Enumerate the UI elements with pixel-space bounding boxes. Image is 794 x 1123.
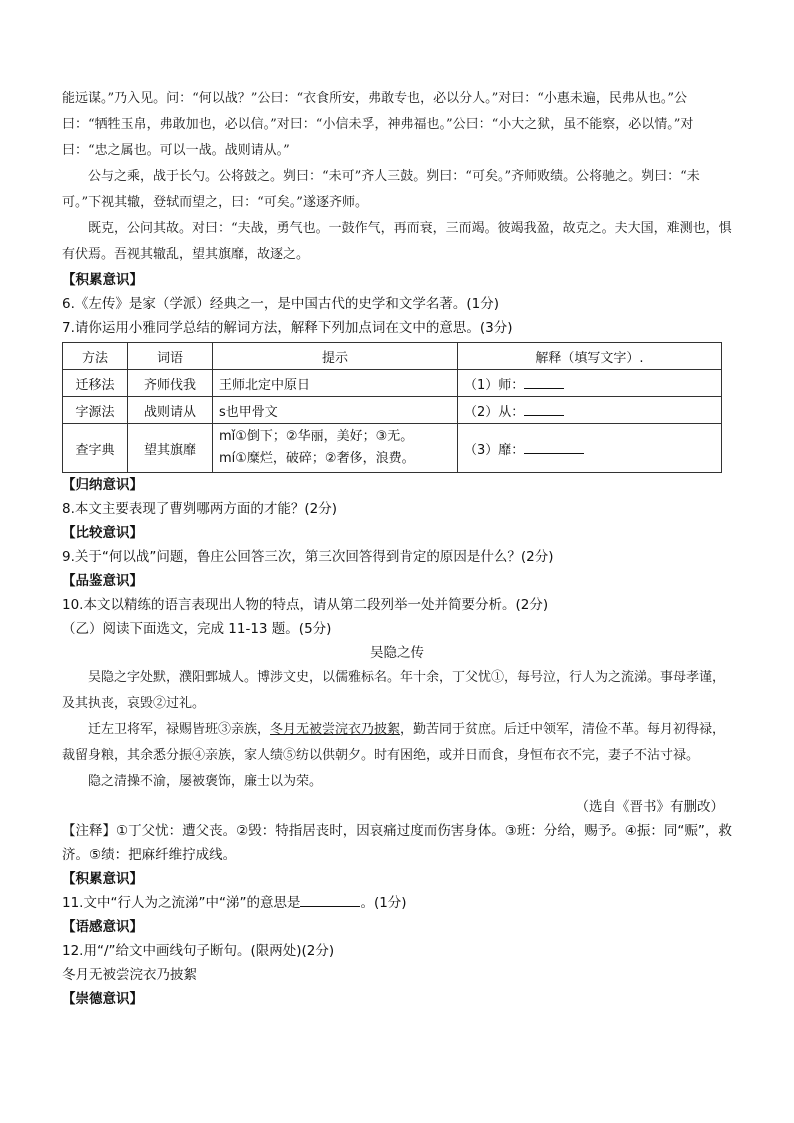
table-row	[63, 397, 722, 424]
table-header-cell: 方法	[63, 343, 128, 370]
section-pinjian: 【品鉴意识】	[62, 573, 143, 589]
table-cell-word: 战则请从	[128, 397, 213, 424]
passage-b-notes: 【注释】①丁父忧：遭父丧。②毁：特指居丧时，因哀痛过度而伤害身体。③班：分给，赐予。④振：同“赈”，救济。⑤绩：把麻纤维拧成线。	[62, 823, 732, 863]
section-jilei-2: 【积累意识】	[62, 871, 143, 887]
passage-b-text: 迁左卫将军，禄赐皆班③亲族，	[88, 722, 271, 737]
table-cell-hint: s也甲骨文	[213, 397, 458, 424]
passage-b-paragraph-2	[62, 717, 732, 769]
table-header-cell: 解释（填写文字）.	[458, 343, 722, 370]
part-b-heading: （乙）阅读下面选文，完成 11-13 题。(5分)	[62, 621, 332, 637]
underlined-sentence: 冬月无被尝浣衣乃披絮	[270, 722, 401, 737]
passage-a-paragraph-2: 公与之乘，战于长勺。公将鼓之。刿曰：“未可”齐人三鼓。刿曰：“可矣。”齐师败绩。公将驰之。刿曰：“未可。”下视其辙，登轼而望之，曰：“可矣。”遂逐齐师。	[62, 169, 700, 210]
table-cell-method: 查字典	[63, 424, 128, 473]
section-jilei: 【积累意识】	[62, 272, 143, 288]
question-11	[62, 891, 732, 915]
table-row	[63, 424, 722, 473]
document-page	[62, 86, 732, 1011]
passage-b-paragraph-1: 吴隐之字处默，濮阳鄄城人。博涉文史，以儒雅标名。年十余，丁父忧①，每号泣，行人为之流涕。事母孝谨，及其执丧，哀毁②过礼。	[62, 670, 726, 711]
table-header-cell: 提示	[213, 343, 458, 370]
table-row	[63, 370, 722, 397]
question-9: 9.关于“何以战”问题，鲁庄公回答三次，第三次回答得到肯定的原因是什么？(2分)	[62, 549, 554, 565]
question-12: 12.用“/”给文中画线句子断句。(限两处)(2分)	[62, 943, 335, 959]
table-cell-answer	[458, 424, 722, 473]
answer-label: （2）从：	[464, 404, 525, 420]
question-8: 8.本文主要表现了曹刿哪两方面的才能？(2分)	[62, 501, 338, 517]
table-cell-answer	[458, 397, 722, 424]
table-header-cell: 词语	[128, 343, 213, 370]
hint-line-1: mǐ①倒下；②华丽，美好；③无。	[219, 429, 414, 444]
passage-b-paragraph-3: 隐之清操不渝，屡被褒饰，廉士以为荣。	[88, 774, 323, 789]
question-7: 7.请你运用小雅同学总结的解词方法，解释下列加点词在文中的意思。(3分)	[62, 320, 513, 336]
question-11-text: 11.文中“行人为之流涕”中“涕”的意思是	[62, 895, 301, 911]
answer-blank[interactable]	[524, 374, 564, 389]
passage-b-source: （选自《晋书》有删改）	[575, 799, 724, 815]
method-table	[62, 342, 722, 473]
passage-a-paragraph-1: 能远谋。”乃入见。问：“何以战？”公曰：“衣食所安，弗敢专也，必以分人。”对曰：“小惠未遍，民弗从也。”公曰：“牺牲玉帛，弗敢加也，必以信。”对曰：“小信未孚，神弗福也。”公曰：“小大之狱，虽不能察，必以情。”对曰：“忠之属也。可以一战。战则请从。”	[62, 91, 694, 158]
table-cell-word: 齐师伐我	[128, 370, 213, 397]
section-chongde: 【崇德意识】	[62, 991, 143, 1007]
passage-b-text: ，勤苦同于贫庶。后迁中领军，清俭不革。每月初得禄，裁留身粮，其余悉分振④亲族，家人绩⑤纺以供朝夕。时有困绝，或并日而食，身恒布衣不完，妻子不沾寸禄。	[62, 722, 726, 763]
answer-blank[interactable]	[300, 892, 360, 907]
answer-label: （1）师：	[464, 377, 525, 393]
table-cell-method: 迁移法	[63, 370, 128, 397]
question-6: 6.《左传》是家（学派）经典之一，是中国古代的史学和文学名著。(1分)	[62, 296, 500, 312]
answer-blank[interactable]	[524, 401, 564, 416]
table-cell-method: 字源法	[63, 397, 128, 424]
question-12-sentence: 冬月无被尝浣衣乃披絮	[62, 967, 197, 983]
section-bijiao: 【比较意识】	[62, 525, 143, 541]
hint-line-2: mí①糜烂，破碎；②奢侈，浪费。	[219, 451, 415, 466]
section-guina: 【归纳意识】	[62, 477, 143, 493]
question-11-score: 。(1分)	[360, 895, 407, 911]
passage-a-paragraph-3: 既克，公问其故。对曰：“夫战，勇气也。一鼓作气，再而衰，三而竭。彼竭我盈，故克之。夫大国，难测也，惧有伏焉。吾视其辙乱，望其旗靡，故逐之。	[62, 221, 732, 262]
passage-b-title: 吴隐之传	[370, 645, 424, 661]
table-header-row	[63, 343, 722, 370]
question-10: 10.本文以精练的语言表现出人物的特点，请从第二段列举一处并简要分析。(2分)	[62, 597, 549, 613]
answer-blank[interactable]	[524, 439, 584, 454]
table-cell-word: 望其旗靡	[128, 424, 213, 473]
table-cell-hint	[213, 424, 458, 473]
table-cell-hint: 王师北定中原日	[213, 370, 458, 397]
section-yugan: 【语感意识】	[62, 919, 143, 935]
table-cell-answer	[458, 370, 722, 397]
answer-label: （3）靡：	[464, 442, 525, 458]
